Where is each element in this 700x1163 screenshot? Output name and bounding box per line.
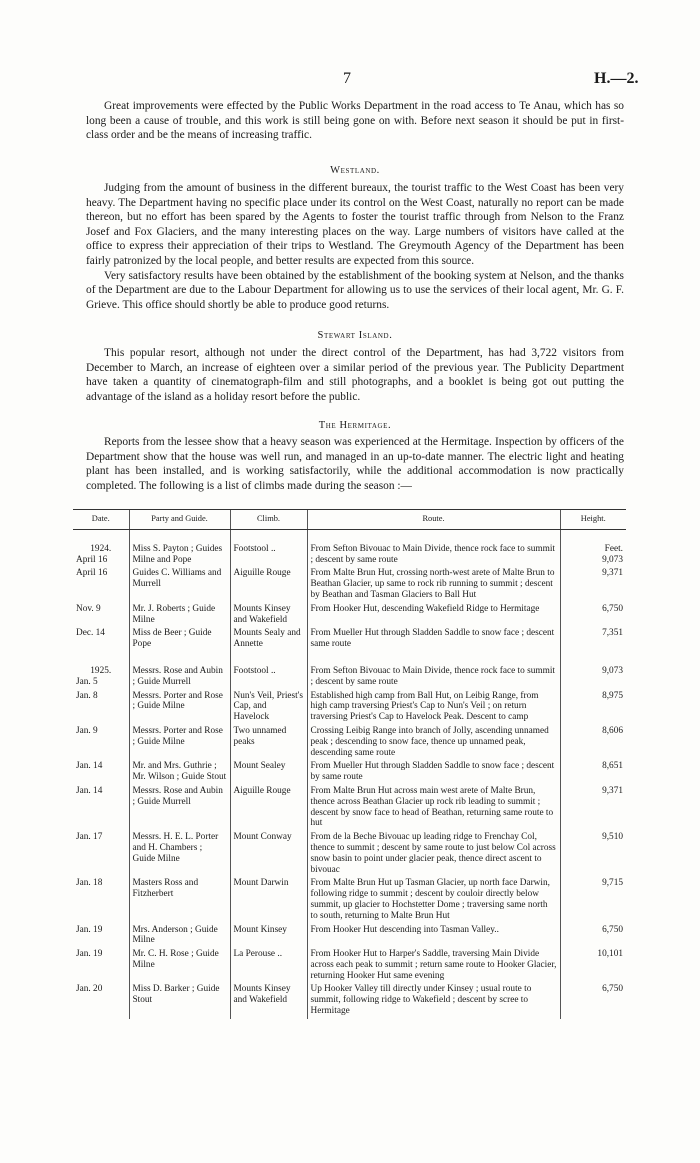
table-header-row	[73, 510, 626, 530]
height-value: 9,371	[602, 785, 623, 796]
westland-paragraph: Very satisfactory results have been obtained by the establishment of the booking system at Nelson, and the thanks of the Department are due to the Labour Department for allowing us to use the services of their local agent, Mr. G. F. Grieve. This office should shortly be able to produce good returns.	[86, 269, 624, 311]
year-label: 1925.	[90, 665, 112, 676]
hermitage-paragraph: Reports from the lessee show that a heavy season was experienced at the Hermitage. Inspection by officers of the Department show that the house was well run, and managed in an up-to-date manner. The electric light and heating plant has been installed, and is working satisfactorily, while the additional accommodation is now practically completed. The following is a list of climbs made during the season :—	[86, 436, 624, 492]
cell-date	[73, 603, 129, 628]
feet-unit-label: Feet.	[604, 543, 623, 554]
height-value: 7,351	[602, 628, 623, 639]
column-header-route: Route.	[307, 510, 560, 530]
cell-date	[73, 567, 129, 602]
table-row	[73, 785, 626, 831]
cell-climb: Footstool ..	[230, 529, 307, 567]
cell-route: From Mueller Hut through Sladden Saddle to snow face ; descent same route	[307, 627, 560, 652]
cell-date	[73, 924, 129, 949]
column-header-date: Date.	[73, 510, 129, 530]
date-text: Jan. 14	[76, 785, 103, 796]
cell-route: Established high camp from Ball Hut, on Leibig Range, from high camp traversing Priest's Cap to Nun's Veil ; on return traversing Priest's Cap to Havelock Peak. Descent to camp	[307, 690, 560, 725]
document-code: H.—2.	[594, 70, 639, 87]
height-value: 6,750	[602, 603, 623, 614]
height-value: 9,073	[602, 665, 623, 676]
date-text: Nov. 9	[76, 603, 101, 614]
westland-heading: Westland.	[330, 165, 380, 176]
date-text: Jan. 14	[76, 761, 103, 772]
cell-party: Mr. and Mrs. Guthrie ; Mr. Wilson ; Guide Stout	[129, 760, 230, 785]
cell-height	[560, 983, 626, 1018]
hermitage-heading: The Hermitage.	[318, 420, 392, 431]
table-row	[73, 725, 626, 760]
cell-route: From Malte Brun Hut across main west arete of Malte Brun, thence across Beathan Glacier up rock rib leading to summit ; descent by snow face to head of Beathan, returning same route to hut	[307, 785, 560, 831]
table-row	[73, 877, 626, 923]
table-row	[73, 652, 626, 690]
table-row	[73, 983, 626, 1018]
cell-climb: Mount Kinsey	[230, 924, 307, 949]
cell-height	[560, 924, 626, 949]
cell-climb: Aiguille Rouge	[230, 785, 307, 831]
date-text: Jan. 9	[76, 725, 98, 736]
table-row	[73, 567, 626, 602]
table-row	[73, 627, 626, 652]
cell-date	[73, 690, 129, 725]
table-row	[73, 924, 626, 949]
height-value: 8,651	[602, 761, 623, 772]
cell-height	[560, 627, 626, 652]
column-header-height: Height.	[560, 510, 626, 530]
cell-climb: Nun's Veil, Priest's Cap, and Havelock	[230, 690, 307, 725]
cell-party: Mr. J. Roberts ; Guide Milne	[129, 603, 230, 628]
cell-date	[73, 785, 129, 831]
table-row	[73, 831, 626, 877]
cell-height	[560, 529, 626, 567]
cell-date	[73, 877, 129, 923]
hermitage-section	[86, 435, 624, 493]
cell-party: Miss D. Barker ; Guide Stout	[129, 983, 230, 1018]
cell-route: From Hooker Hut to Harper's Saddle, traversing Main Divide across each peak to summit ; return same route to Hooker Glacier, returning Hooker Hut same evening	[307, 948, 560, 983]
cell-date	[73, 983, 129, 1018]
cell-route: From Sefton Bivouac to Main Divide, thence rock face to summit ; descent by same route	[307, 529, 560, 567]
height-value: 8,606	[602, 725, 623, 736]
table-row	[73, 690, 626, 725]
cell-climb: La Perouse ..	[230, 948, 307, 983]
cell-route: Crossing Leibig Range into branch of Jolly, ascending unnamed peak ; descending to snow face, thence up unnamed peak, descending same route	[307, 725, 560, 760]
cell-height	[560, 652, 626, 690]
cell-climb: Mounts Sealy and Annette	[230, 627, 307, 652]
table-row	[73, 760, 626, 785]
cell-height	[560, 877, 626, 923]
cell-date	[73, 652, 129, 690]
height-value: 9,510	[602, 832, 623, 843]
cell-height	[560, 831, 626, 877]
cell-climb: Mounts Kinsey and Wakefield	[230, 983, 307, 1018]
table-row	[73, 529, 626, 567]
cell-route: From Malte Brun Hut up Tasman Glacier, up north face Darwin, following ridge to summit ; descent by couloir directly below summit, up glacier to Hochstetter Dome ; traversing same north to south, returning to Malte Brun Hut	[307, 877, 560, 923]
cell-climb: Mount Darwin	[230, 877, 307, 923]
cell-height	[560, 760, 626, 785]
date-text: Jan. 18	[76, 878, 103, 889]
height-value: 6,750	[602, 924, 623, 935]
cell-height	[560, 725, 626, 760]
date-text: Jan. 8	[76, 690, 98, 701]
cell-route: From Hooker Hut, descending Wakefield Ridge to Hermitage	[307, 603, 560, 628]
cell-date	[73, 831, 129, 877]
cell-height	[560, 785, 626, 831]
table-row	[73, 603, 626, 628]
cell-party: Masters Ross and Fitzherbert	[129, 877, 230, 923]
cell-party: Messrs. H. E. L. Porter and H. Chambers ; Guide Milne	[129, 831, 230, 877]
cell-party: Messrs. Porter and Rose ; Guide Milne	[129, 725, 230, 760]
cell-date	[73, 725, 129, 760]
date-text: Jan. 5	[76, 676, 98, 687]
date-text: April 16	[76, 554, 108, 565]
cell-route: Up Hooker Valley till directly under Kinsey ; usual route to summit, following ridge to Wakefield ; descent by scree to Hermitage	[307, 983, 560, 1018]
cell-height	[560, 948, 626, 983]
cell-climb: Footstool ..	[230, 652, 307, 690]
intro-paragraph: Great improvements were effected by the Public Works Department in the road access to Te Anau, which has so long been a cause of trouble, and this work is still being gone on with. Before next season it should be put in first-class order and be the means of increasing traffic.	[86, 100, 624, 142]
cell-party: Miss S. Payton ; Guides Milne and Pope	[129, 529, 230, 567]
cell-climb: Mount Conway	[230, 831, 307, 877]
date-text: April 16	[76, 568, 108, 579]
cell-climb: Aiguille Rouge	[230, 567, 307, 602]
cell-route: From Malte Brun Hut, crossing north-west arete of Malte Brun to Beathan Glacier, up same to rock rib running to summit ; descent by Beathan and Tasman Glaciers to Ball Hut	[307, 567, 560, 602]
cell-height	[560, 567, 626, 602]
cell-party: Mr. C. H. Rose ; Guide Milne	[129, 948, 230, 983]
year-label: 1924.	[90, 543, 112, 554]
date-text: Jan. 19	[76, 949, 103, 960]
cell-party: Messrs. Rose and Aubin ; Guide Murrell	[129, 652, 230, 690]
height-value: 9,073	[602, 554, 623, 565]
date-text: Jan. 19	[76, 924, 103, 935]
westland-section	[86, 181, 624, 312]
table-row	[73, 948, 626, 983]
cell-party: Messrs. Rose and Aubin ; Guide Murrell	[129, 785, 230, 831]
cell-route: From Sefton Bivouac to Main Divide, thence rock face to summit ; descent by same route	[307, 652, 560, 690]
date-text: Jan. 17	[76, 832, 103, 843]
cell-date	[73, 529, 129, 567]
page-number: 7	[343, 70, 351, 87]
cell-route: From Mueller Hut through Sladden Saddle to snow face ; descent by same route	[307, 760, 560, 785]
column-header-climb: Climb.	[230, 510, 307, 530]
cell-climb: Mounts Kinsey and Wakefield	[230, 603, 307, 628]
climbs-table-body	[73, 529, 626, 1019]
cell-climb: Two unnamed peaks	[230, 725, 307, 760]
column-header-party: Party and Guide.	[129, 510, 230, 530]
cell-height	[560, 690, 626, 725]
cell-climb: Mount Sealey	[230, 760, 307, 785]
cell-party: Miss de Beer ; Guide Pope	[129, 627, 230, 652]
westland-paragraph: Judging from the amount of business in the different bureaux, the tourist traffic to the West Coast has been very heavy. The Department having no specific place under its control on the West Coast, naturally no report can be made thereon, but no effort has been spared by the Agents to foster the tourist traffic through from Nelson to the Franz Josef and Fox Glaciers, and the many interesting places on the way. Large numbers of visitors have called at the office to express their appreciation of their trips to Westland. The Greymouth Agency of the Department has been fairly patronized by the local people, and better results are expected from this source.	[86, 182, 624, 267]
height-value: 9,371	[602, 568, 623, 579]
date-text: Jan. 20	[76, 984, 103, 995]
height-value: 8,975	[602, 690, 623, 701]
stewart-island-paragraph: This popular resort, although not under the direct control of the Department, has had 3,722 visitors from December to March, an increase of eighteen over a similar period of the previous year. The Publicity Department have taken a quantity of cinematograph-film and still photographs, and a booklet is being got out putting the advantage of the island as a holiday resort before the public.	[86, 347, 624, 403]
cell-party: Messrs. Porter and Rose ; Guide Milne	[129, 690, 230, 725]
cell-date	[73, 760, 129, 785]
stewart-island-heading: Stewart Island.	[317, 330, 393, 341]
cell-route: From de la Beche Bivouac up leading ridge to Frenchay Col, thence to summit ; descent by same route to just below Col across snow basin to point under glacier peak, thence direct ascent to bivouac	[307, 831, 560, 877]
climbs-table	[73, 509, 626, 1019]
cell-date	[73, 627, 129, 652]
height-value: 6,750	[602, 984, 623, 995]
stewart-island-section	[86, 346, 624, 404]
date-text: Dec. 14	[76, 628, 105, 639]
cell-route: From Hooker Hut descending into Tasman Valley..	[307, 924, 560, 949]
cell-date	[73, 948, 129, 983]
height-value: 10,101	[597, 949, 623, 960]
cell-party: Mrs. Anderson ; Guide Milne	[129, 924, 230, 949]
height-value: 9,715	[602, 878, 623, 889]
intro-paragraph-block	[86, 99, 624, 143]
cell-height	[560, 603, 626, 628]
cell-party: Guides C. Williams and Murrell	[129, 567, 230, 602]
